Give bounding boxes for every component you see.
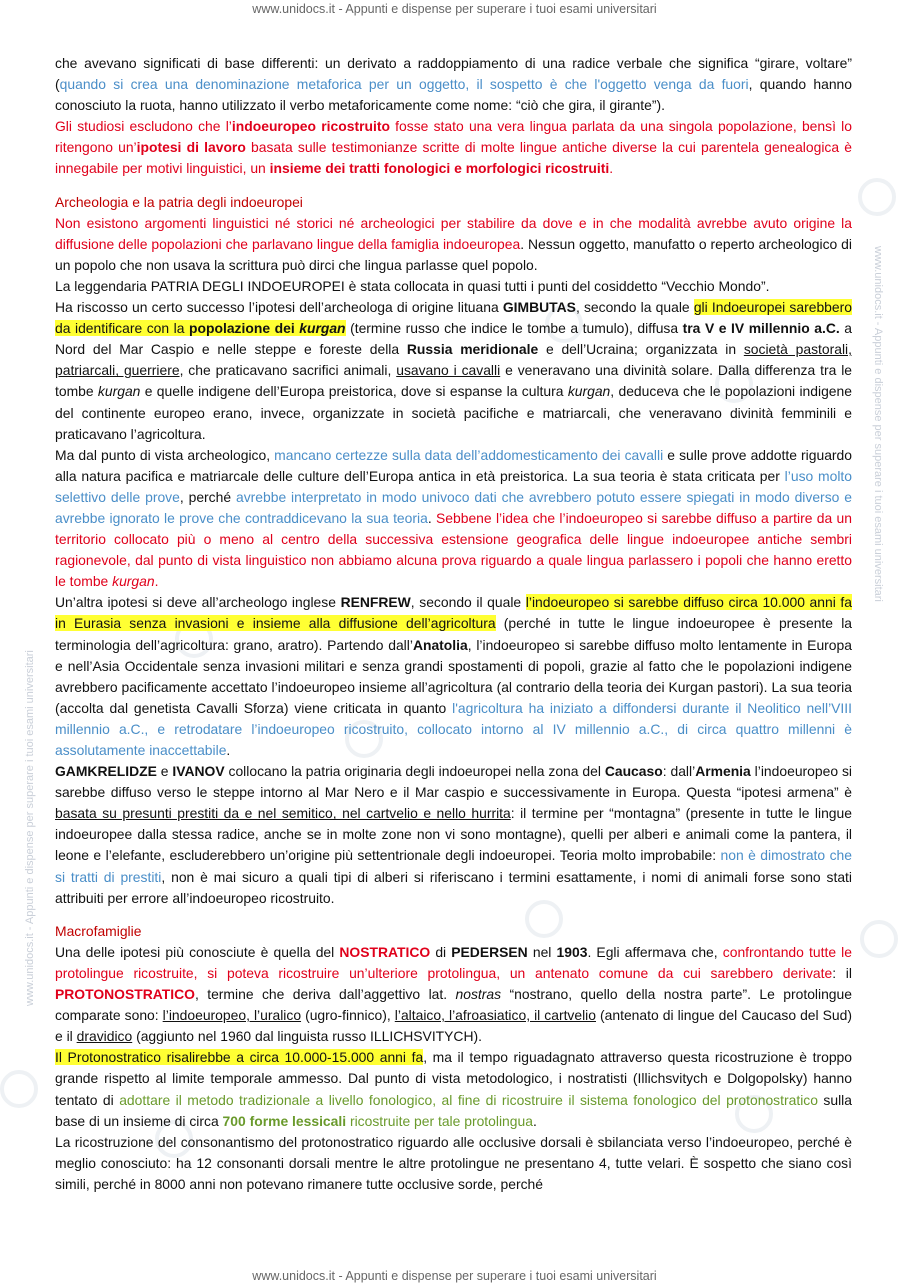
page-footer bbox=[0, 1269, 909, 1283]
paragraph-renfrew bbox=[55, 592, 852, 761]
paragraph-nostratico bbox=[55, 942, 852, 1047]
text-run: e quelle indigene dell’Europa preistorica, dove si espanse la cultura bbox=[140, 383, 568, 400]
text-run-red: fosse stato una vera lingua parlata da una singola popolazione, bensì lo ritengono un’ bbox=[55, 118, 852, 156]
side-watermark-left: www.unidocs.it - Appunti e dispense per superare i tuoi esami universitari bbox=[24, 650, 36, 1006]
text-run-red-bold: ipotesi di lavoro bbox=[136, 139, 246, 156]
footer-sep: - bbox=[334, 1269, 346, 1283]
page-header bbox=[0, 2, 909, 16]
paragraph-consonantismo: La ricostruzione del consonantismo del protonostratico riguardo alle occlusive dorsali è sbilanciata verso l’indoeuropeo, perché è meglio conosciuto: ha 12 consonanti dorsali mentre le altre protolingue ne presentano 4, tutte velari. È sospetto che siano così simili, perché in 8000 anni non potevano rimanere tutte occlusive sorde, perché bbox=[55, 1133, 852, 1192]
text-run: (aggiunto nel 1960 dal linguista russo ILLICHSVITYCH). bbox=[132, 1028, 482, 1045]
text-run: Ha riscosso un certo successo l’ipotesi dell’archeologa di origine lituana bbox=[55, 299, 503, 316]
text-run-red: Non esistono argomenti linguistici né storici né archeologici per stabilire da dove e in che modalità avrebbe avuto origine la diffusione delle popolazioni che parlavano lingue della famiglia indoeuropea bbox=[55, 214, 852, 252]
text-run: (antenato di lingue del Caucaso del Sud) e il bbox=[55, 1007, 852, 1045]
text-run-red: basata sulle testimonianze scritte di molte lingue antiche diverse la cui parentela genealogica è innegabile per motivi linguistici, un bbox=[55, 139, 852, 177]
text-run-underline: dravidico bbox=[76, 1028, 133, 1045]
footer-tagline: Appunti e dispense per superare i tuoi esami universitari bbox=[345, 1269, 657, 1283]
text-run-highlight: l’indoeuropeo si sarebbe diffuso circa 10.000 anni fa in Eurasia senza invasioni e insieme alla diffusione dell’agricoltura bbox=[55, 594, 852, 632]
text-run: sulla base di un insieme di circa bbox=[55, 1091, 852, 1129]
text-run-underline: basata su presunti prestiti da e nel semitico, nel cartvelio e nello hurrita bbox=[55, 805, 511, 822]
text-run: , deduceva che le popolazioni indigene del continente europeo erano, invece, organizzate in società pacifiche e matriarcali, che veneravano divinità femminili e praticavano l’agricoltura. bbox=[55, 383, 852, 442]
text-run-bold: IVANOV bbox=[172, 763, 225, 780]
text-run: : il bbox=[832, 964, 852, 981]
text-run-red: Gli studiosi escludono che l’ bbox=[55, 118, 232, 135]
text-run-red: . bbox=[609, 160, 614, 177]
text-run: Ma dal punto di vista archeologico, bbox=[55, 446, 275, 463]
text-run-red-bold: indoeuropeo ricostruito bbox=[231, 118, 390, 135]
text-run: . Egli affermava che, bbox=[587, 943, 723, 960]
text-run: e sulle prove addotte riguardo alla natura pacifica e matriarcale delle culture dell’Europa antica in età preistorica. La sua teoria è stata criticata per bbox=[55, 446, 852, 484]
text-run-blue: quando si crea una denominazione metaforica per un oggetto, il sospetto è che l'oggetto venga da fuori bbox=[59, 76, 749, 93]
text-run: (perché in tutte le lingue indoeuropee è presente la terminologia dell’agricoltura: grano, aratro). Partendo dall’ bbox=[55, 615, 853, 653]
text-run: , secondo il quale bbox=[410, 594, 526, 611]
text-run-underline: l’altaico, l’afroasiatico, il cartvelio bbox=[394, 1007, 596, 1024]
logo-watermark-icon bbox=[860, 920, 898, 958]
text-run-bold: Russia meridionale bbox=[406, 341, 539, 358]
text-run-highlight-bold: popolazione dei bbox=[189, 320, 300, 337]
text-run: di bbox=[430, 943, 452, 960]
text-run-italic: kurgan bbox=[567, 383, 611, 400]
paragraph-patria: La leggendaria PATRIA DEGLI INDOEUROPEI è stata collocata in quasi tutti i punti del cosiddetto “Vecchio Mondo”. bbox=[55, 277, 770, 294]
text-run: , l’indoeuropeo si sarebbe diffuso molto lentamente in Europa e nell’Asia Occidentale senza invasioni militari e senza grandi spostamenti di popoli, grazie al fatto che le popolazioni indigene avrebbero pacificamente accettato l’indoeuropeo insieme all’agricoltura (al contrario della teoria dei Kurgan pastori). La sua teoria (accolta dal genetista Cavalli Sforza) viene criticata in quanto bbox=[55, 636, 852, 716]
text-run-blue: avrebbe interpretato in modo univoco dati che avrebbero potuto essere spiegati in modo diverso e avrebbe ignorato le prove che contraddicevano la sua teoria bbox=[55, 488, 852, 526]
text-run: . bbox=[427, 509, 437, 526]
footer-site[interactable]: www.unidocs.it bbox=[252, 1269, 335, 1283]
paragraph-protonostratico bbox=[55, 1047, 852, 1131]
header-tagline: Appunti e dispense per superare i tuoi esami universitari bbox=[345, 2, 657, 16]
text-run-highlight-bold-italic: kurgan bbox=[299, 320, 346, 337]
text-run-bold: GIMBUTAS bbox=[502, 299, 576, 316]
text-run-red: Sebbene l’idea che l’indoeuropeo si sarebbe diffuso a partire da un territorio collocato più o meno al centro della successiva estensione geografica delle lingue indoeuropee antiche sembri ragionevole, dal punto di vista linguistico non abbiamo alcuna prova riguardo a quale lingua parlassero i popoli che hanno eretto le tombe bbox=[55, 509, 852, 590]
text-run-blue: l'agricoltura ha iniziato a diffondersi durante il Neolitico nell’VIII millennio a.C., e retrodatare l’indoeuropeo ricostruito, collocato intorno al IV millennio a.C., di circa quattro millenni è assolutamente inaccettabile bbox=[55, 699, 852, 758]
text-run-green: adottare il metodo tradizionale a livello fonologico, al fine di ricostruire il sistema fonologico del protonostratico bbox=[119, 1091, 818, 1108]
paragraph-critiche-gimbutas bbox=[55, 445, 852, 593]
text-run: , secondo la quale bbox=[575, 299, 694, 316]
logo-watermark-icon bbox=[858, 178, 896, 216]
text-run: Una delle ipotesi più conosciute è quella del bbox=[55, 943, 340, 960]
text-run: “nostrano, quello della nostra parte”. Le protolingue comparate sono: bbox=[55, 986, 852, 1024]
paragraph-ruota bbox=[55, 53, 852, 116]
text-run: , termine che deriva dall’aggettivo lat. bbox=[194, 986, 456, 1003]
text-run: e veneravano una divinità solare. Dalla differenza tra le tombe bbox=[55, 362, 853, 400]
text-run-red: . bbox=[154, 573, 159, 590]
text-run-underline: usavano i cavalli bbox=[396, 362, 501, 379]
text-run: (termine russo che indice le tombe a tumulo), diffusa bbox=[345, 320, 683, 337]
logo-watermark-icon bbox=[0, 1070, 38, 1108]
text-run: , ma il tempo riguadagnato attraverso questa ricostruzione è troppo grande rispetto al limite temporale ammesso. Dal punto di vista metodologico, i nostratisti (Illichsvitych e Dolgopolsky) hanno tentato di bbox=[55, 1049, 852, 1108]
text-run-bold: Caucaso bbox=[604, 763, 663, 780]
text-run: , perché bbox=[179, 488, 236, 505]
text-run: , non è mai sicuro a quali tipi di alberi si riferiscano i termini esattamente, i nomi di animali forse sono stati attribuiti per errore all’indoeuropeo ricostruito. bbox=[55, 868, 852, 906]
text-run-blue: non è dimostrato che si tratti di prestiti bbox=[55, 847, 852, 885]
text-run: e dell’Ucraina; organizzata in bbox=[538, 341, 744, 358]
header-site[interactable]: www.unidocs.it bbox=[252, 2, 335, 16]
document-body bbox=[55, 53, 852, 1195]
text-run: . Nessun oggetto, manufatto o reperto archeologico di un popolo che non usava la scrittura può dirci che lingua parlasse quel popolo. bbox=[55, 235, 852, 273]
text-run-blue: l’uso molto selettivo delle prove bbox=[55, 467, 853, 505]
text-run-bold: GAMKRELIDZE bbox=[55, 763, 157, 780]
text-run-red-bold: NOSTRATICO bbox=[339, 943, 431, 960]
text-run: , quando hanno conosciuto la ruota, hanno utilizzato il verbo metaforicamente come nome: “ciò che gira, il girante”). bbox=[55, 76, 852, 114]
text-run-bold: RENFREW bbox=[340, 594, 411, 611]
text-run-italic: kurgan bbox=[97, 383, 141, 400]
paragraph-gamkrelidze-ivanov bbox=[55, 761, 852, 909]
text-run: l’indoeuropeo si sarebbe diffuso verso le steppe intorno al Mar Nero e il Mar caspio e successivamente in Europa. Questa “ipotesi armena” è bbox=[55, 763, 852, 801]
text-run-highlight: gli Indoeuropei sarebbero da identificare con la bbox=[55, 299, 852, 337]
text-run: collocano la patria originaria degli indoeuropei nella zona del bbox=[224, 763, 605, 780]
text-run: a Nord del Mar Caspio e nelle steppe e foreste della bbox=[55, 320, 852, 358]
text-run-red-italic: kurgan bbox=[112, 573, 155, 590]
text-run: e bbox=[156, 763, 173, 780]
header-sep: - bbox=[334, 2, 346, 16]
text-run-highlight: Il Protonostratico risalirebbe a circa 10.000-15.000 anni fa bbox=[55, 1049, 424, 1066]
text-run-green-bold: 700 forme lessicali bbox=[222, 1112, 347, 1129]
text-run-underline: l’indoeuropeo, l’uralico bbox=[162, 1007, 302, 1024]
text-run: che avevano significati di base differenti: un derivato a raddoppiamento di una radice verbale che significa “girare, voltare” ( bbox=[55, 55, 852, 93]
text-run-bold: tra V e IV millennio a.C. bbox=[682, 320, 840, 337]
text-run-bold: PEDERSEN bbox=[451, 943, 528, 960]
text-run-bold: Anatolia bbox=[412, 636, 468, 653]
text-run-italic: nostras bbox=[455, 986, 502, 1003]
text-run-bold: 1903 bbox=[556, 943, 588, 960]
text-run-red-bold: insieme dei tratti fonologici e morfologici ricostruiti bbox=[269, 160, 610, 177]
side-watermark-right: www.unidocs.it - Appunti e dispense per superare i tuoi esami universitari bbox=[872, 246, 884, 602]
heading-macrofamiglie: Macrofamiglie bbox=[55, 922, 142, 939]
paragraph-argomenti bbox=[55, 213, 852, 276]
text-run: . bbox=[226, 742, 231, 758]
text-run-underline: società pastorali, patriarcali, guerriere bbox=[55, 341, 852, 379]
text-run: : il termine per “montagna” (presente in tutte le lingue indoeuropee dalla stessa radice, anche se in molte zone non vi sono montagne), quelli per alberi e animali come la pantera, il leone e l’elefante, escluderebbero un’origine più settentrionale degli indoeuropei. Teoria molto improbabile: bbox=[55, 805, 852, 864]
heading-archeologia: Archeologia e la patria degli indoeuropei bbox=[55, 193, 303, 210]
paragraph-indoeuropeo-ricostruito bbox=[55, 116, 852, 179]
text-run-red-bold: PROTONOSTRATICO bbox=[55, 986, 195, 1003]
text-run: (ugro-finnico), bbox=[301, 1007, 395, 1024]
text-run: : dall’ bbox=[662, 763, 696, 780]
text-run: , che praticavano sacrifici animali, bbox=[179, 362, 397, 379]
text-run: . bbox=[532, 1112, 537, 1129]
text-run-bold: Armenia bbox=[695, 763, 751, 780]
text-run: nel bbox=[527, 943, 557, 960]
paragraph-gimbutas bbox=[55, 297, 852, 445]
text-run-green: ricostruite per tale protolingua bbox=[346, 1112, 533, 1129]
text-run-red: confrontando tutte le protolingue ricostruite, si poteva ricostruire un’ulteriore protolingua, un antenato comune da cui sarebbero derivate bbox=[55, 943, 852, 981]
text-run: Un’altra ipotesi si deve all’archeologo inglese bbox=[55, 594, 341, 611]
text-run-blue: mancano certezze sulla data dell’addomesticamento dei cavalli bbox=[274, 446, 664, 463]
